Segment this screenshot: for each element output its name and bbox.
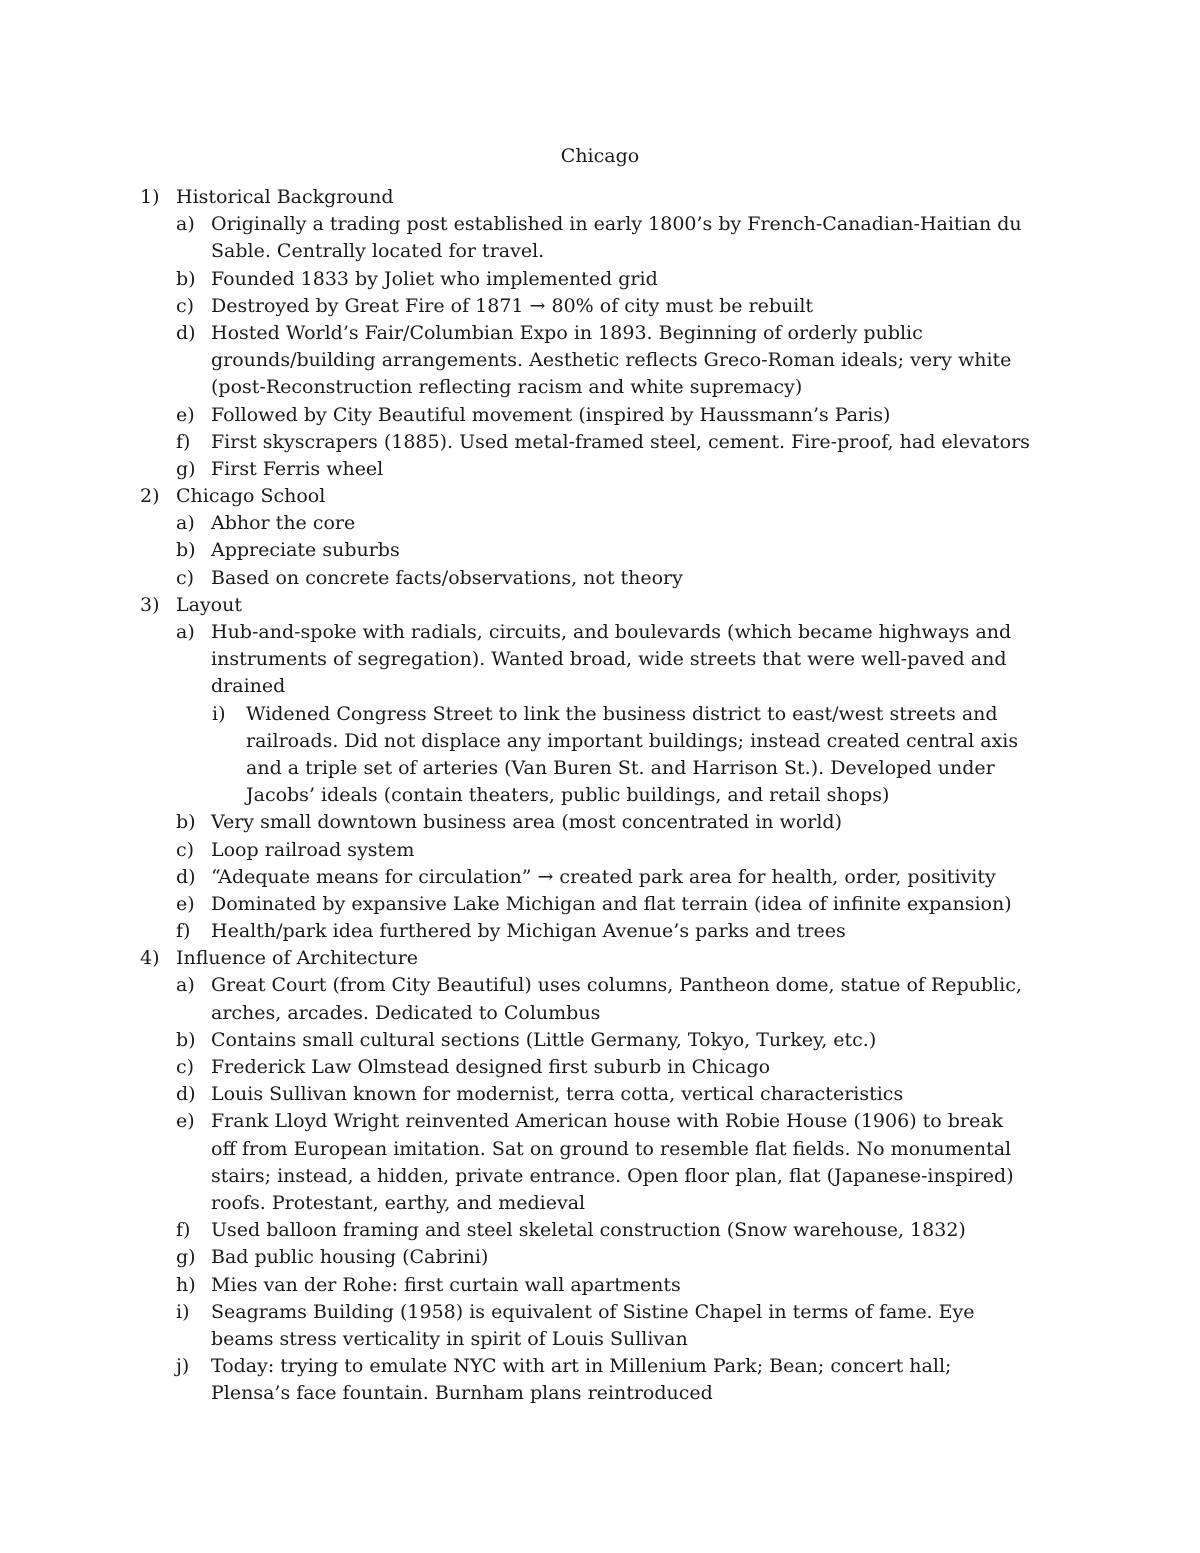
- outline-item: [0, 619, 1200, 646]
- outline-text: Historical Background: [176, 186, 394, 208]
- outline-item: [0, 293, 1200, 320]
- outline-text: stairs; instead, a hidden, private entrance. Open floor plan, flat (Japanese-inspired): [211, 1164, 1014, 1187]
- outline-marker: e): [176, 892, 195, 915]
- outline-item-continuation: [0, 1380, 1200, 1407]
- outline-text: Followed by City Beautiful movement (inspired by Haussmann’s Paris): [211, 403, 891, 426]
- outline-item: [0, 266, 1200, 293]
- outline-marker: f): [176, 430, 191, 453]
- outline-item: [0, 565, 1200, 592]
- outline-marker: f): [176, 920, 191, 943]
- outline-marker: 2): [140, 485, 160, 508]
- outline-text: Based on concrete facts/observations, not theory: [211, 566, 683, 589]
- outline-text: Abhor the core: [211, 512, 356, 535]
- outline-text: grounds/building arrangements. Aesthetic reflects Greco-Roman ideals; very white: [211, 349, 1012, 372]
- outline-text: Frederick Law Olmstead designed first suburb in Chicago: [211, 1056, 771, 1078]
- outline-item: [0, 918, 1200, 945]
- outline-marker: h): [176, 1273, 196, 1296]
- outline-text: Great Court (from City Beautiful) uses columns, Pantheon dome, statue of Republic,: [211, 974, 1022, 997]
- outline-item: [0, 1054, 1200, 1081]
- outline-list: [0, 184, 1200, 1407]
- outline-marker: a): [176, 512, 195, 535]
- outline-text: Widened Congress Street to link the business district to east/west streets and: [246, 702, 998, 725]
- outline-item: [0, 1081, 1200, 1108]
- outline-marker: c): [176, 566, 195, 589]
- outline-text: (post-Reconstruction reflecting racism and white supremacy): [211, 376, 803, 399]
- outline-text: Jacobs’ ideals (contain theaters, public buildings, and retail shops): [246, 784, 890, 807]
- outline-item: [0, 701, 1200, 728]
- outline-text: Influence of Architecture: [176, 947, 419, 970]
- outline-text: Mies van der Rohe: first curtain wall apartments: [211, 1273, 681, 1296]
- outline-item: [0, 184, 1200, 211]
- outline-text: roofs. Protestant, earthy, and medieval: [211, 1191, 586, 1214]
- outline-item-continuation: [0, 755, 1200, 782]
- outline-item-continuation: [0, 1190, 1200, 1217]
- outline-text: “Adequate means for circulation” → created park area for health, order, positivity: [211, 865, 996, 888]
- outline-item-continuation: [0, 1000, 1200, 1027]
- outline-text: Very small downtown business area (most concentrated in world): [211, 811, 842, 834]
- outline-text: Contains small cultural sections (Little Germany, Tokyo, Turkey, etc.): [211, 1028, 877, 1051]
- page-title: Chicago: [560, 145, 640, 167]
- outline-marker: c): [176, 838, 195, 861]
- outline-text: and a triple set of arteries (Van Buren St. and Harrison St.). Developed under: [246, 756, 995, 779]
- outline-item: [0, 320, 1200, 347]
- outline-marker: d): [176, 321, 196, 344]
- outline-item: [0, 972, 1200, 999]
- outline-marker: c): [176, 1056, 195, 1078]
- outline-item: [0, 211, 1200, 238]
- outline-text: Frank Lloyd Wright reinvented American house with Robie House (1906) to break: [211, 1110, 1004, 1133]
- outline-item-continuation: [0, 347, 1200, 374]
- outline-marker: i): [212, 702, 226, 725]
- outline-text: Appreciate suburbs: [211, 539, 400, 562]
- outline-item-continuation: [0, 374, 1200, 401]
- outline-marker: a): [176, 974, 195, 997]
- outline-item-continuation: [0, 782, 1200, 809]
- outline-item: [0, 1108, 1200, 1135]
- outline-text: Today: trying to emulate NYC with art in Millenium Park; Bean; concert hall;: [211, 1355, 952, 1378]
- outline-marker: i): [176, 1300, 190, 1323]
- outline-marker: b): [176, 539, 196, 562]
- outline-text: Dominated by expansive Lake Michigan and flat terrain (idea of infinite expansion): [211, 892, 1012, 915]
- outline-marker: g): [176, 457, 196, 480]
- outline-marker: d): [176, 865, 196, 888]
- outline-item-continuation: [0, 728, 1200, 755]
- outline-marker: e): [176, 403, 195, 426]
- outline-text: Louis Sullivan known for modernist, terra cotta, vertical characteristics: [211, 1083, 904, 1106]
- outline-text: Seagrams Building (1958) is equivalent of Sistine Chapel in terms of fame. Eye: [211, 1300, 975, 1323]
- outline-text: Bad public housing (Cabrini): [211, 1246, 489, 1269]
- outline-item-continuation: [0, 1326, 1200, 1353]
- outline-item: [0, 891, 1200, 918]
- outline-marker: b): [176, 811, 196, 834]
- outline-text: Hosted World’s Fair/Columbian Expo in 1893. Beginning of orderly public: [211, 321, 923, 344]
- outline-text: Plensa’s face fountain. Burnham plans reintroduced: [211, 1382, 713, 1405]
- outline-marker: c): [176, 294, 195, 317]
- outline-item: [0, 592, 1200, 619]
- outline-item-continuation: [0, 646, 1200, 673]
- outline-marker: a): [176, 213, 195, 236]
- outline-text: beams stress verticality in spirit of Louis Sullivan: [211, 1327, 688, 1350]
- outline-item: [0, 1272, 1200, 1299]
- outline-item: [0, 456, 1200, 483]
- outline-text: First skyscrapers (1885). Used metal-framed steel, cement. Fire-proof, had elevators: [211, 430, 1030, 453]
- outline-item: [0, 945, 1200, 972]
- outline-text: off from European imitation. Sat on ground to resemble flat fields. No monumental: [211, 1137, 1012, 1160]
- outline-text: Used balloon framing and steel skeletal construction (Snow warehouse, 1832): [211, 1219, 966, 1242]
- outline-marker: e): [176, 1110, 195, 1133]
- outline-item: [0, 1244, 1200, 1271]
- outline-item-continuation: [0, 238, 1200, 265]
- outline-item: [0, 537, 1200, 564]
- outline-item: [0, 483, 1200, 510]
- outline-text: Layout: [176, 593, 242, 616]
- outline-item: [0, 1027, 1200, 1054]
- outline-item: [0, 510, 1200, 537]
- outline-marker: a): [176, 621, 195, 643]
- outline-text: First Ferris wheel: [211, 457, 384, 480]
- outline-item: [0, 402, 1200, 429]
- outline-item: [0, 429, 1200, 456]
- outline-item: [0, 1217, 1200, 1244]
- outline-marker: b): [176, 267, 196, 290]
- outline-text: Destroyed by Great Fire of 1871 → 80% of city must be rebuilt: [211, 294, 814, 317]
- outline-item: [0, 837, 1200, 864]
- outline-text: Loop railroad system: [211, 838, 415, 861]
- outline-item-continuation: [0, 1163, 1200, 1190]
- outline-text: Health/park idea furthered by Michigan Avenue’s parks and trees: [211, 920, 846, 943]
- outline-item: [0, 864, 1200, 891]
- outline-item-continuation: [0, 1136, 1200, 1163]
- outline-marker: f): [176, 1219, 191, 1242]
- outline-marker: j): [176, 1355, 190, 1378]
- outline-item: [0, 1353, 1200, 1380]
- outline-marker: 3): [140, 593, 160, 616]
- outline-text: arches, arcades. Dedicated to Columbus: [211, 1001, 601, 1024]
- outline-text: Founded 1833 by Joliet who implemented grid: [211, 267, 658, 290]
- outline-item-continuation: [0, 673, 1200, 700]
- outline-marker: d): [176, 1083, 196, 1106]
- outline-marker: 1): [140, 186, 160, 208]
- outline-text: Sable. Centrally located for travel.: [211, 240, 545, 263]
- outline-text: instruments of segregation). Wanted broad, wide streets that were well-paved and: [211, 648, 1007, 671]
- outline-marker: 4): [140, 947, 160, 970]
- outline-item: [0, 1299, 1200, 1326]
- outline-text: Hub-and-spoke with radials, circuits, and boulevards (which became highways and: [211, 621, 1012, 643]
- outline-text: Chicago School: [176, 485, 326, 508]
- outline-text: railroads. Did not displace any important buildings; instead created central axis: [246, 729, 1019, 752]
- outline-text: drained: [211, 675, 286, 698]
- outline-marker: g): [176, 1246, 196, 1269]
- outline-item: [0, 809, 1200, 836]
- outline-marker: b): [176, 1028, 196, 1051]
- outline-text: Originally a trading post established in early 1800’s by French-Canadian-Haitian du: [211, 213, 1022, 236]
